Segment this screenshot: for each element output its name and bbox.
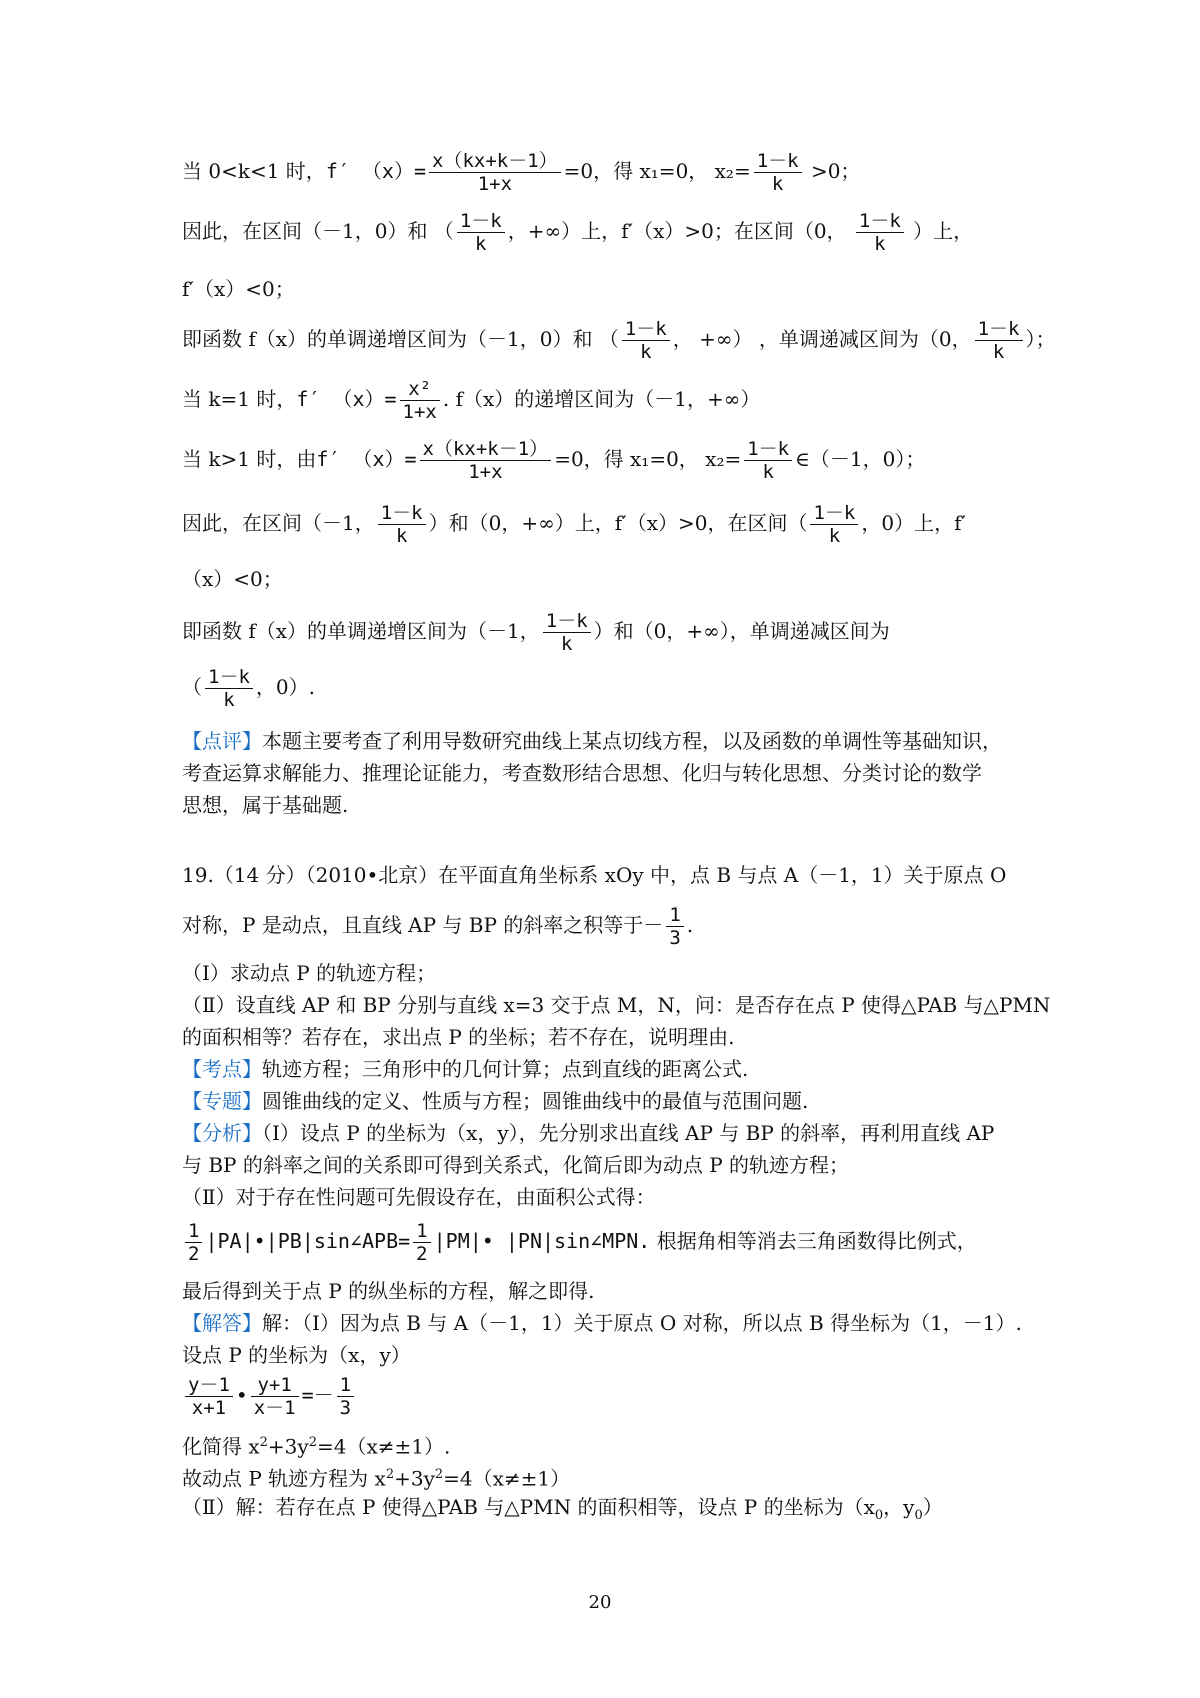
- text: ，0）上，f′: [861, 511, 967, 535]
- text: 当 k>1 时，由: [182, 447, 317, 471]
- denominator: k: [640, 341, 652, 363]
- numerator: 1: [413, 1220, 430, 1243]
- numerator: y－1: [185, 1374, 233, 1397]
- text-line: [182, 318, 1056, 363]
- denominator: k: [475, 233, 487, 255]
- text: ）上，: [906, 219, 974, 243]
- superscript: 2: [308, 1435, 317, 1450]
- fenxi-line: [182, 1184, 656, 1210]
- zhuanti-tag: 【专题】: [182, 1089, 262, 1113]
- text: f′（x）<0；: [182, 277, 295, 301]
- fraction: [251, 1374, 299, 1419]
- comment-line: [182, 792, 348, 818]
- text: （Ⅱ）对于存在性问题可先假设存在，由面积公式得：: [182, 1185, 656, 1209]
- text: 最后得到关于点 P 的纵坐标的方程，解之即得.: [182, 1279, 595, 1303]
- zhuanti-line: [182, 1088, 808, 1114]
- text: =4（x≠±1）.: [316, 1434, 451, 1459]
- denominator: k: [874, 233, 886, 255]
- text: ∈（－1，0）；: [795, 447, 926, 471]
- fenxi-line: [182, 1278, 595, 1304]
- text-line: [182, 276, 295, 302]
- text: ）: [922, 1495, 943, 1519]
- math: |PM|• |PN|sin∠MPN.: [433, 1229, 651, 1253]
- math: f′ （x）=: [325, 159, 427, 183]
- text: 即函数 f（x）的单调递增区间为（－1，0）和 （: [182, 327, 619, 351]
- text: =0，得 x₁=0， x₂=: [554, 447, 742, 471]
- text-line: [182, 438, 925, 483]
- text: =0，得 x₁=0， x₂=: [563, 159, 751, 183]
- jieda-line: [182, 1430, 450, 1460]
- question-line: [182, 960, 436, 986]
- fraction: [400, 378, 440, 423]
- formula-line: [182, 1374, 357, 1419]
- kaodian-tag: 【考点】: [182, 1057, 262, 1081]
- numerator: 1: [337, 1374, 354, 1397]
- denominator: 1+x: [402, 401, 437, 423]
- text: +3y: [267, 1434, 309, 1459]
- text: （Ⅱ）解：若存在点 P 使得△PAB 与△PMN 的面积相等，设点 P 的坐标为（x: [182, 1495, 875, 1519]
- denominator: x－1: [253, 1397, 296, 1419]
- jieda-line: [182, 1494, 943, 1529]
- superscript: 2: [385, 1467, 395, 1482]
- denominator: 3: [339, 1397, 352, 1419]
- denominator: k: [560, 633, 573, 655]
- text: .: [686, 913, 694, 937]
- fraction: [413, 1220, 430, 1265]
- denominator: 1+x: [468, 461, 503, 483]
- text: >0；: [804, 159, 861, 183]
- text: 解：（Ⅰ）因为点 B 与 A（－1，1）关于原点 O 对称，所以点 B 得坐标为（1，－1）.: [262, 1311, 1022, 1335]
- text: +3y: [394, 1466, 435, 1491]
- subscript: 0: [874, 1508, 884, 1523]
- question-line: [182, 992, 1050, 1018]
- fraction: [666, 904, 683, 949]
- text-line: [182, 378, 760, 423]
- numerator: 1: [666, 904, 683, 927]
- numerator: x²: [400, 378, 440, 401]
- denominator: k: [828, 525, 841, 547]
- text: 化简得 x: [182, 1434, 260, 1459]
- denominator: k: [395, 525, 408, 547]
- fraction: [810, 502, 858, 547]
- text: 轨迹方程；三角形中的几何计算；点到直线的距离公式.: [262, 1057, 749, 1081]
- denominator: k: [223, 689, 235, 711]
- subscript: 0: [914, 1508, 923, 1523]
- text: 思想，属于基础题.: [182, 793, 349, 817]
- fenxi-line: [182, 1152, 849, 1178]
- text: 即函数 f（x）的单调递增区间为（－1，: [182, 619, 540, 643]
- formula-line: [182, 1220, 977, 1265]
- fraction: [185, 1374, 233, 1419]
- denominator: 2: [188, 1243, 200, 1265]
- comment-tag: 【点评】: [182, 729, 262, 753]
- text: 当 k=1 时，: [182, 387, 297, 411]
- math: |PA|•|PB|sin∠APB=: [205, 1229, 411, 1253]
- text: 本题主要考查了利用导数研究曲线上某点切线方程，以及函数的单调性等基础知识，: [262, 729, 1002, 753]
- fenxi-line: [182, 1120, 994, 1146]
- numerator: 1－k: [622, 318, 670, 341]
- text: 故动点 P 轨迹方程为 x: [182, 1466, 386, 1491]
- text-line: [182, 566, 283, 592]
- denominator: x+1: [191, 1397, 227, 1419]
- denominator: k: [992, 341, 1005, 363]
- fraction: [420, 438, 552, 483]
- fraction: [975, 318, 1023, 363]
- text: ，y: [883, 1495, 915, 1519]
- jieda-line: [182, 1342, 411, 1368]
- text: （x）<0；: [182, 567, 283, 591]
- text-line: [182, 502, 966, 547]
- fraction: [337, 1374, 354, 1419]
- text: （Ⅰ）设点 P 的坐标为（x，y），先分别求出直线 AP 与 BP 的斜率，再利用直线 AP: [262, 1121, 995, 1145]
- numerator: 1－k: [205, 666, 253, 689]
- text: 对称，P 是动点，且直线 AP 与 BP 的斜率之积等于－: [182, 913, 664, 937]
- numerator: 1－k: [754, 150, 802, 173]
- denominator: 1+x: [477, 173, 513, 195]
- numerator: 1－k: [975, 318, 1023, 341]
- text: 当 0<k<1 时，: [182, 159, 326, 183]
- denominator: k: [762, 461, 774, 483]
- text: ）；: [1025, 327, 1056, 351]
- fraction: [856, 210, 904, 255]
- text: 19.（14 分）（2010•北京）在平面直角坐标系 xOy 中，点 B 与点 A（－1，1）关于原点 O: [182, 863, 1007, 887]
- fenxi-tag: 【分析】: [182, 1121, 262, 1145]
- superscript: 2: [259, 1435, 268, 1450]
- math: f′ （x）=: [296, 387, 397, 411]
- jieda-line: [182, 1310, 1022, 1336]
- numerator: 1－k: [744, 438, 792, 461]
- math: =－: [301, 1383, 334, 1407]
- text: （: [182, 675, 202, 699]
- page-number: 20: [588, 1592, 612, 1613]
- math: •: [235, 1383, 248, 1407]
- denominator: 2: [416, 1243, 428, 1265]
- fraction: [543, 610, 591, 655]
- numerator: 1－k: [457, 210, 505, 233]
- text: 圆锥曲线的定义、性质与方程；圆锥曲线中的最值与范围问题.: [262, 1089, 809, 1113]
- fraction: [185, 1220, 202, 1265]
- question-line: [182, 904, 693, 949]
- text: ，0）.: [255, 675, 315, 699]
- text: 与 BP 的斜率之间的关系即可得到关系式，化简后即为动点 P 的轨迹方程；: [182, 1153, 850, 1177]
- text: 因此，在区间（－1，: [182, 511, 375, 535]
- text: （Ⅰ）求动点 P 的轨迹方程；: [182, 961, 437, 985]
- numerator: x（kx+k－1）: [420, 438, 552, 461]
- numerator: 1: [185, 1220, 202, 1243]
- fraction: [429, 150, 561, 195]
- numerator: x（kx+k－1）: [429, 150, 561, 173]
- text: （Ⅱ）设直线 AP 和 BP 分别与直线 x=3 交于点 M，N，问：是否存在点 P 使得△PAB 与△PMN: [182, 993, 1051, 1017]
- fraction: [622, 318, 670, 363]
- text: 设点 P 的坐标为（x，y）: [182, 1343, 411, 1367]
- denominator: k: [771, 173, 784, 195]
- numerator: 1－k: [810, 502, 858, 525]
- numerator: y+1: [251, 1374, 299, 1397]
- text: ）和（0，+∞）上，f′（x）>0，在区间（: [428, 511, 808, 535]
- text-line: [182, 610, 890, 655]
- numerator: 1－k: [856, 210, 904, 233]
- numerator: 1－k: [543, 610, 591, 633]
- text: 考查运算求解能力、推理论证能力，考查数形结合思想、化归与转化思想、分类讨论的数学: [182, 761, 982, 785]
- numerator: 1－k: [378, 502, 426, 525]
- jieda-tag: 【解答】: [182, 1311, 262, 1335]
- text: 因此，在区间（－1，0）和 （: [182, 219, 454, 243]
- fraction: [378, 502, 426, 547]
- text-line: [182, 150, 860, 195]
- comment-line: [182, 760, 982, 786]
- text: =4（x≠±1）: [443, 1466, 571, 1491]
- math: f′ （x）=: [316, 447, 417, 471]
- question-line: [182, 1024, 735, 1050]
- text: ，+∞）上，f′（x）>0；在区间（0，: [507, 219, 853, 243]
- fraction: [457, 210, 505, 255]
- text-line: [182, 210, 973, 255]
- kaodian-line: [182, 1056, 748, 1082]
- denominator: 3: [669, 927, 681, 949]
- fraction: [754, 150, 802, 195]
- text-line: [182, 666, 315, 711]
- text: . f（x）的递增区间为（－1，+∞）: [442, 387, 761, 411]
- fraction: [205, 666, 253, 711]
- superscript: 2: [434, 1467, 444, 1482]
- text: 根据角相等消去三角函数得比例式，: [656, 1229, 977, 1253]
- fraction: [744, 438, 792, 483]
- comment-line: [182, 728, 1002, 754]
- jieda-line: [182, 1462, 570, 1492]
- text: 的面积相等？若存在，求出点 P 的坐标；若不存在，说明理由.: [182, 1025, 735, 1049]
- text: ）和（0，+∞），单调递减区间为: [593, 619, 890, 643]
- text: ， +∞） ，单调递减区间为（0，: [672, 327, 972, 351]
- question-line: [182, 862, 1006, 888]
